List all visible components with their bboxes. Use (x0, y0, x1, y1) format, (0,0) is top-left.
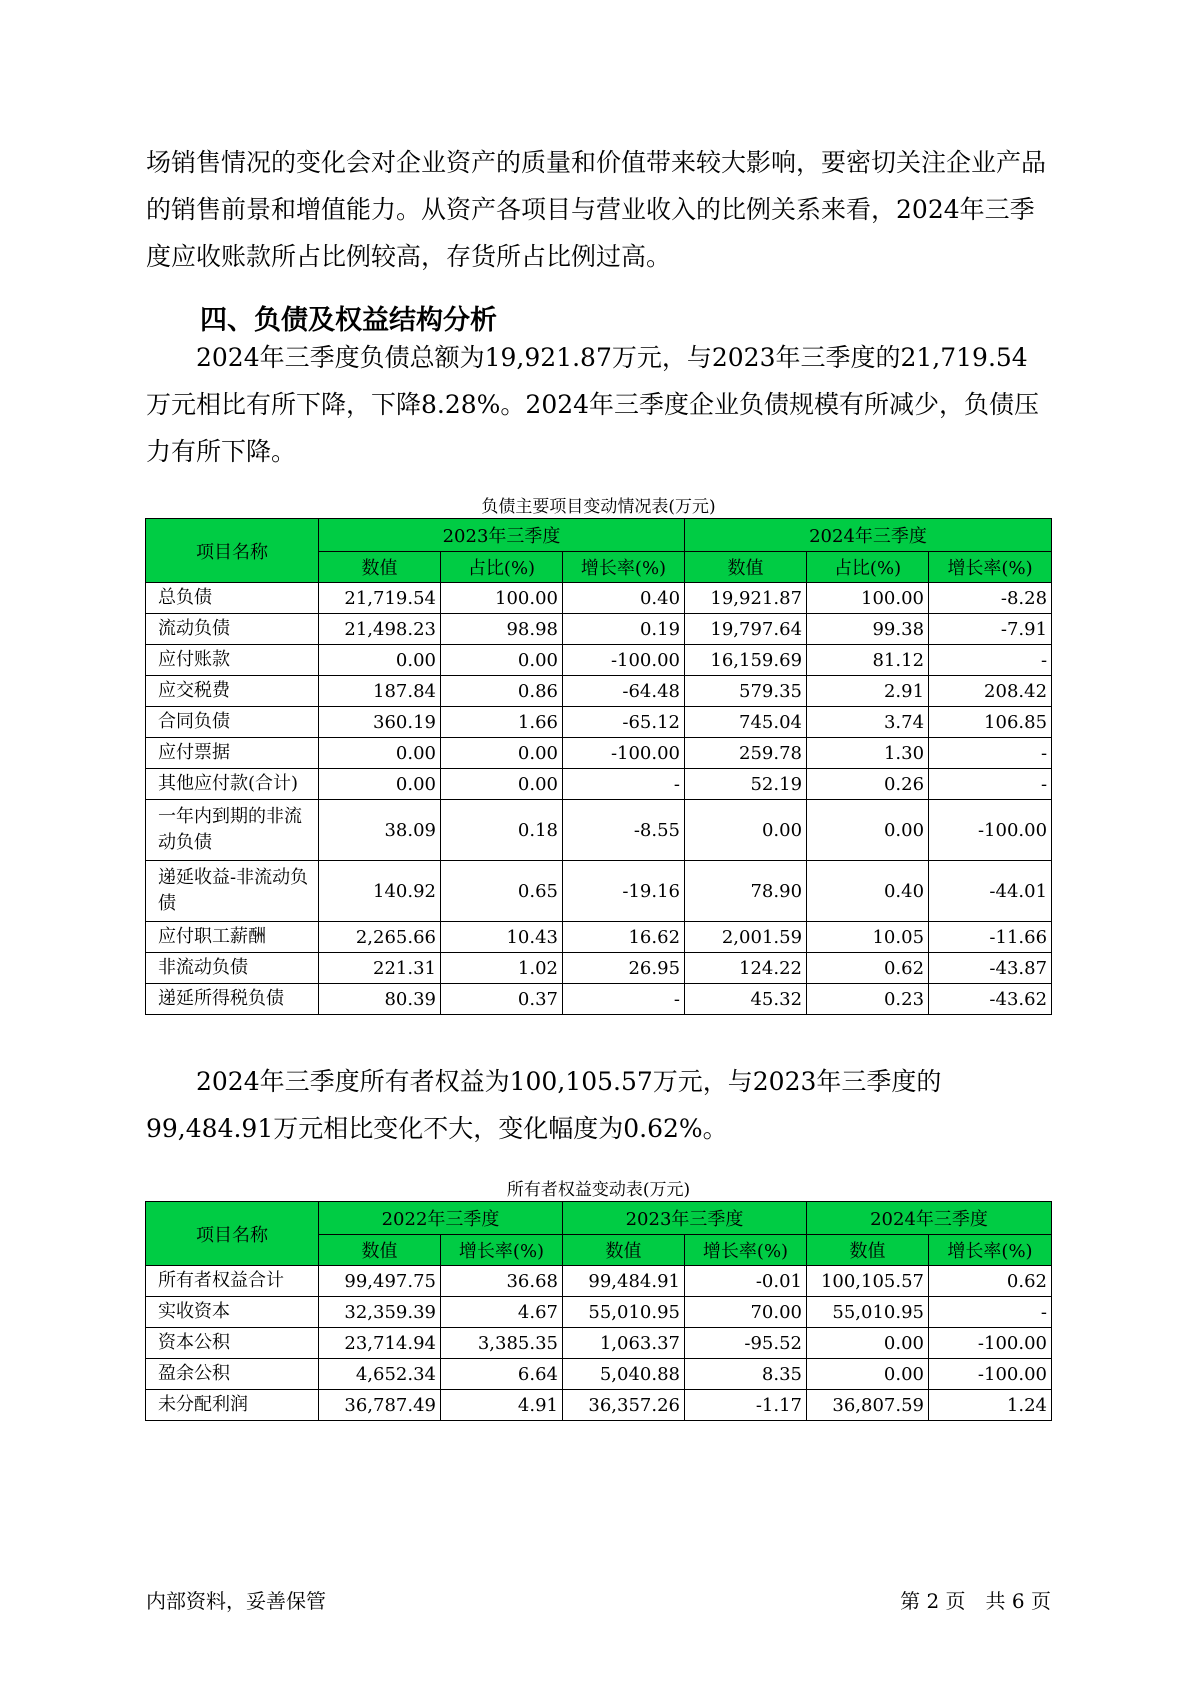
period-header: 2024年三季度 (807, 1202, 1052, 1235)
row-label: 一年内到期的非流动负债 (146, 800, 319, 861)
cell-value: 36,787.49 (319, 1390, 441, 1421)
cell-value: -8.28 (929, 583, 1052, 614)
cell-value: 36,357.26 (563, 1390, 685, 1421)
cell-value: 19,797.64 (685, 614, 807, 645)
cell-value: 187.84 (319, 676, 441, 707)
cell-value: 5,040.88 (563, 1359, 685, 1390)
cell-value: 0.62 (929, 1266, 1052, 1297)
table-row (146, 676, 1052, 707)
cell-value: 3,385.35 (441, 1328, 563, 1359)
cell-value: 1.30 (807, 738, 929, 769)
cell-value: 0.65 (441, 861, 563, 922)
row-label: 其他应付款(合计) (146, 769, 319, 800)
liability-paragraph: 2024年三季度负债总额为19,921.87万元，与2023年三季度的21,719.54万元相比有所下降，下降8.28%。2024年三季度企业负债规模有所减少，负债压力有所下降。 (146, 343, 1040, 466)
cell-value: -43.87 (929, 953, 1052, 984)
cell-value: 99,484.91 (563, 1266, 685, 1297)
cell-value: 8.35 (685, 1359, 807, 1390)
cell-value: 0.62 (807, 953, 929, 984)
sub-header: 数值 (685, 552, 807, 583)
cell-value: 124.22 (685, 953, 807, 984)
cell-value: -1.17 (685, 1390, 807, 1421)
table-row (146, 861, 1052, 922)
cell-value: -100.00 (929, 800, 1052, 861)
row-label: 应付职工薪酬 (146, 922, 319, 953)
cell-value: 98.98 (441, 614, 563, 645)
footer-note: 内部资料，妥善保管 (146, 1589, 326, 1613)
sub-header: 占比(%) (441, 552, 563, 583)
cell-value: 0.00 (807, 1359, 929, 1390)
cell-value: 6.64 (441, 1359, 563, 1390)
cell-value: 0.37 (441, 984, 563, 1015)
cell-value: 0.19 (563, 614, 685, 645)
cell-value: - (563, 984, 685, 1015)
cell-value: 579.35 (685, 676, 807, 707)
cell-value: 745.04 (685, 707, 807, 738)
cell-value: 1,063.37 (563, 1328, 685, 1359)
table-row (146, 984, 1052, 1015)
cell-value: - (563, 769, 685, 800)
row-label: 所有者权益合计 (146, 1266, 319, 1297)
cell-value: -44.01 (929, 861, 1052, 922)
cell-value: -11.66 (929, 922, 1052, 953)
cell-value: - (929, 1297, 1052, 1328)
cell-value: 16.62 (563, 922, 685, 953)
name-header: 项目名称 (146, 1202, 319, 1266)
row-label: 流动负债 (146, 614, 319, 645)
sub-header: 数值 (319, 1235, 441, 1266)
table-row (146, 738, 1052, 769)
cell-value: 0.00 (441, 645, 563, 676)
cell-value: 23,714.94 (319, 1328, 441, 1359)
cell-value: -7.91 (929, 614, 1052, 645)
period-header: 2022年三季度 (319, 1202, 563, 1235)
liability-table (145, 518, 1052, 1015)
table-row (146, 1297, 1052, 1328)
cell-value: 19,921.87 (685, 583, 807, 614)
cell-value: 52.19 (685, 769, 807, 800)
cell-value: 1.66 (441, 707, 563, 738)
table-row (146, 800, 1052, 861)
period-header: 2023年三季度 (563, 1202, 807, 1235)
period-header: 2023年三季度 (319, 519, 685, 552)
cell-value: - (929, 738, 1052, 769)
table-row (146, 1359, 1052, 1390)
row-label: 应付账款 (146, 645, 319, 676)
cell-value: 1.24 (929, 1390, 1052, 1421)
cell-value: 0.00 (807, 1328, 929, 1359)
cell-value: 208.42 (929, 676, 1052, 707)
cell-value: 0.00 (807, 800, 929, 861)
page-number: 第 2 页 共 6 页 (900, 1589, 1051, 1613)
table-row (146, 922, 1052, 953)
name-header: 项目名称 (146, 519, 319, 583)
table-row (146, 953, 1052, 984)
cell-value: 81.12 (807, 645, 929, 676)
cell-value: 16,159.69 (685, 645, 807, 676)
cell-value: 259.78 (685, 738, 807, 769)
sub-header: 数值 (563, 1235, 685, 1266)
cell-value: -65.12 (563, 707, 685, 738)
cell-value: 45.32 (685, 984, 807, 1015)
cell-value: 0.26 (807, 769, 929, 800)
sub-header: 增长率(%) (563, 552, 685, 583)
cell-value: 0.40 (807, 861, 929, 922)
equity-paragraph: 2024年三季度所有者权益为100,105.57万元，与2023年三季度的99,484.91万元相比变化不大，变化幅度为0.62%。 (146, 1067, 942, 1143)
cell-value: 70.00 (685, 1297, 807, 1328)
section-heading: 四、负债及权益结构分析 (200, 305, 497, 336)
row-label: 递延所得税负债 (146, 984, 319, 1015)
table-row (146, 583, 1052, 614)
cell-value: 106.85 (929, 707, 1052, 738)
table2-caption: 所有者权益变动表(万元) (506, 1180, 691, 1200)
sub-header: 占比(%) (807, 552, 929, 583)
cell-value: 80.39 (319, 984, 441, 1015)
row-label: 盈余公积 (146, 1359, 319, 1390)
cell-value: 32,359.39 (319, 1297, 441, 1328)
cell-value: 4,652.34 (319, 1359, 441, 1390)
table-row (146, 707, 1052, 738)
cell-value: -100.00 (929, 1328, 1052, 1359)
cell-value: 1.02 (441, 953, 563, 984)
cell-value: 3.74 (807, 707, 929, 738)
sub-header: 数值 (319, 552, 441, 583)
table-row (146, 645, 1052, 676)
cell-value: 0.18 (441, 800, 563, 861)
sub-header: 增长率(%) (929, 552, 1052, 583)
cell-value: 99.38 (807, 614, 929, 645)
cell-value: 4.91 (441, 1390, 563, 1421)
row-label: 应交税费 (146, 676, 319, 707)
cell-value: 0.00 (685, 800, 807, 861)
sub-header: 增长率(%) (441, 1235, 563, 1266)
cell-value: 78.90 (685, 861, 807, 922)
cell-value: 0.86 (441, 676, 563, 707)
cell-value: 10.43 (441, 922, 563, 953)
cell-value: 0.40 (563, 583, 685, 614)
cell-value: 36.68 (441, 1266, 563, 1297)
cell-value: 21,498.23 (319, 614, 441, 645)
equity-table (145, 1201, 1052, 1421)
cell-value: 100.00 (441, 583, 563, 614)
cell-value: 21,719.54 (319, 583, 441, 614)
cell-value: 2.91 (807, 676, 929, 707)
cell-value: -19.16 (563, 861, 685, 922)
period-header: 2024年三季度 (685, 519, 1052, 552)
cell-value: 0.00 (319, 645, 441, 676)
row-label: 实收资本 (146, 1297, 319, 1328)
table-row (146, 614, 1052, 645)
cell-value: 4.67 (441, 1297, 563, 1328)
cell-value: 38.09 (319, 800, 441, 861)
row-label: 总负债 (146, 583, 319, 614)
cell-value: 0.00 (441, 769, 563, 800)
row-label: 合同负债 (146, 707, 319, 738)
cell-value: 2,265.66 (319, 922, 441, 953)
row-label: 未分配利润 (146, 1390, 319, 1421)
table-row (146, 1266, 1052, 1297)
cell-value: - (929, 645, 1052, 676)
cell-value: 0.23 (807, 984, 929, 1015)
cell-value: -100.00 (929, 1359, 1052, 1390)
cell-value: -64.48 (563, 676, 685, 707)
table1-caption: 负债主要项目变动情况表(万元) (481, 497, 716, 517)
cell-value: 26.95 (563, 953, 685, 984)
cell-value: 55,010.95 (807, 1297, 929, 1328)
cell-value: 360.19 (319, 707, 441, 738)
cell-value: 140.92 (319, 861, 441, 922)
cell-value: 99,497.75 (319, 1266, 441, 1297)
cell-value: -100.00 (563, 645, 685, 676)
cell-value: -100.00 (563, 738, 685, 769)
cell-value: 100.00 (807, 583, 929, 614)
intro-paragraph: 场销售情况的变化会对企业资产的质量和价值带来较大影响，要密切关注企业产品的销售前景和增值能力。从资产各项目与营业收入的比例关系来看，2024年三季度应收账款所占比例较高，存货所占比例过高。 (146, 148, 1047, 271)
table-row (146, 1328, 1052, 1359)
row-label: 非流动负债 (146, 953, 319, 984)
row-label: 资本公积 (146, 1328, 319, 1359)
cell-value: 36,807.59 (807, 1390, 929, 1421)
cell-value: 55,010.95 (563, 1297, 685, 1328)
row-label: 递延收益-非流动负债 (146, 861, 319, 922)
cell-value: - (929, 769, 1052, 800)
cell-value: 0.00 (441, 738, 563, 769)
cell-value: 10.05 (807, 922, 929, 953)
cell-value: -8.55 (563, 800, 685, 861)
sub-header: 增长率(%) (685, 1235, 807, 1266)
row-label: 应付票据 (146, 738, 319, 769)
cell-value: 221.31 (319, 953, 441, 984)
sub-header: 数值 (807, 1235, 929, 1266)
cell-value: 0.00 (319, 769, 441, 800)
cell-value: -0.01 (685, 1266, 807, 1297)
cell-value: -95.52 (685, 1328, 807, 1359)
cell-value: 2,001.59 (685, 922, 807, 953)
cell-value: 0.00 (319, 738, 441, 769)
table-row (146, 1390, 1052, 1421)
cell-value: -43.62 (929, 984, 1052, 1015)
table-row (146, 769, 1052, 800)
sub-header: 增长率(%) (929, 1235, 1052, 1266)
cell-value: 100,105.57 (807, 1266, 929, 1297)
